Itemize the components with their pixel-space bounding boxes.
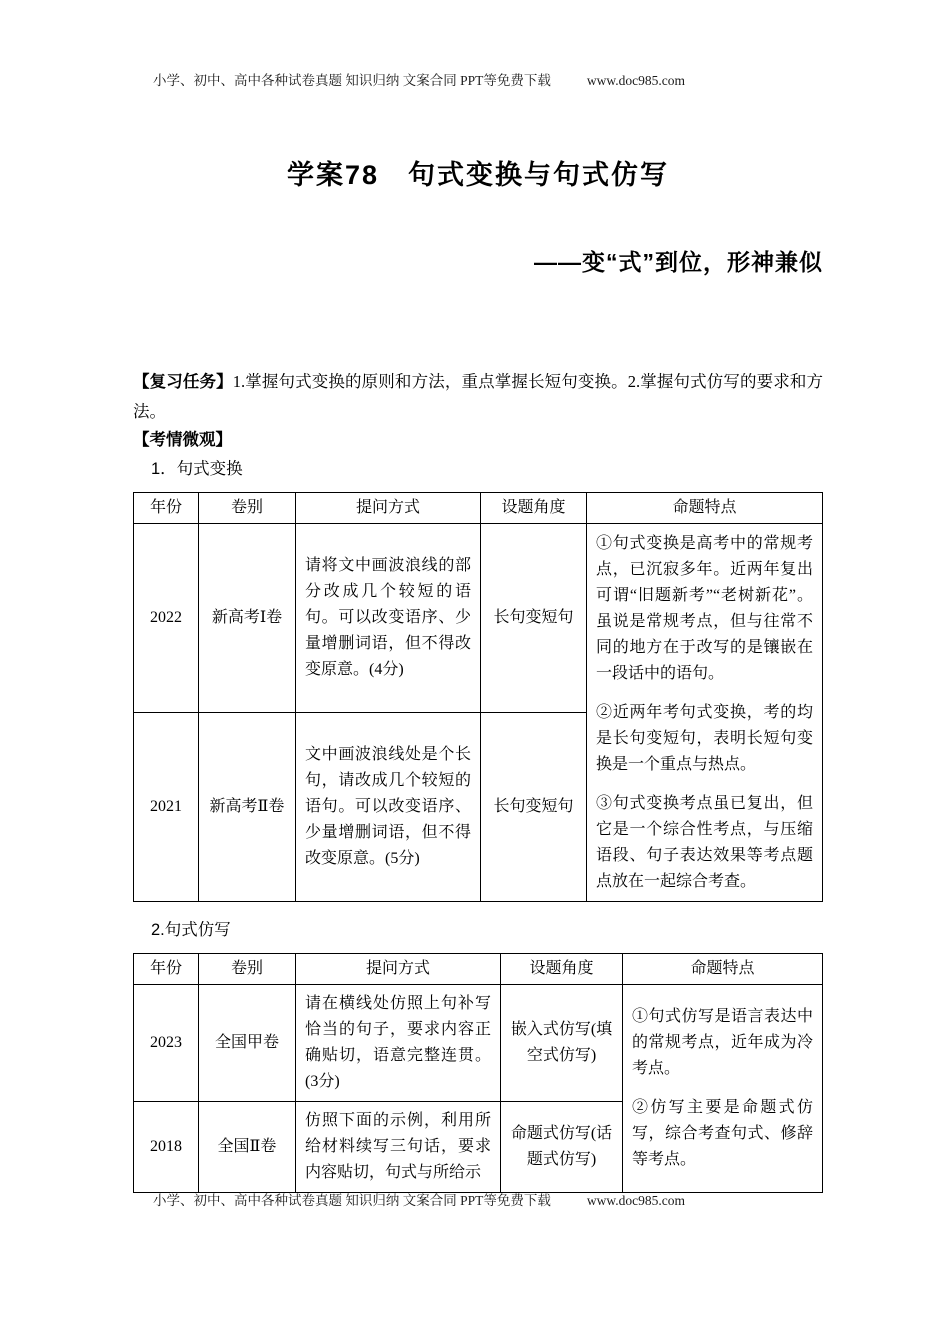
table-row-2022 — [134, 524, 823, 713]
review-task-label: 【复习任务】 — [133, 373, 233, 391]
col-header-paper: 卷别 — [199, 493, 296, 524]
table-row-2023 — [134, 985, 823, 1102]
col-header-question: 提问方式 — [296, 954, 501, 985]
feature-item-1: ①句式变换是高考中的常规考点，已沉寂多年。近两年复出可谓“旧题新考”“老树新花”。虽说是常规考点，但与往常不同的地方在于改写的是镶嵌在一段话中的语句。 — [596, 535, 813, 682]
col-header-features: 命题特点 — [587, 493, 823, 524]
header-site-url[interactable]: www.doc985.com — [586, 73, 685, 88]
feature-item-2: ②仿写主要是命题式仿写，综合考查句式、修辞等考点。 — [632, 1099, 813, 1168]
cell-paper: 新高考Ⅱ卷 — [199, 713, 296, 902]
col-header-paper: 卷别 — [199, 954, 296, 985]
footer-site-url[interactable]: www.doc985.com — [586, 1193, 685, 1208]
table-sentence-transform — [133, 492, 823, 902]
cell-year: 2021 — [134, 713, 199, 902]
cell-year: 2018 — [134, 1102, 199, 1193]
cell-paper: 全国Ⅱ卷 — [199, 1102, 296, 1193]
section2-label: 2.句式仿写 — [151, 921, 231, 939]
col-header-angle: 设题角度 — [501, 954, 623, 985]
cell-year: 2022 — [134, 524, 199, 713]
col-header-year: 年份 — [134, 493, 199, 524]
feature-item-2: ②近两年考句式变换，考的均是长句变短句，表明长短句变换是一个重点与热点。 — [596, 704, 813, 773]
col-header-year: 年份 — [134, 954, 199, 985]
section1-label: 1．句式变换 — [151, 460, 243, 478]
cell-features — [623, 985, 823, 1193]
cell-angle: 长句变短句 — [481, 524, 587, 713]
col-header-angle: 设题角度 — [481, 493, 587, 524]
footer-links-text: 小学、初中、高中各种试卷真题 知识归纳 文案合同 PPT等免费下载 — [153, 1193, 551, 1208]
table-header-row — [134, 493, 823, 524]
cell-question: 仿照下面的示例，利用所给材料续写三句话，要求内容贴切，句式与所给示 — [296, 1102, 501, 1193]
exam-overview-label: 【考情微观】 — [133, 431, 232, 449]
review-task-text: 1.掌握句式变换的原则和方法，重点掌握长短句变换。2.掌握句式仿写的要求和方法。 — [133, 372, 824, 421]
page-title: 学案78 句式变换与句式仿写 — [286, 160, 670, 190]
cell-paper: 全国甲卷 — [199, 985, 296, 1102]
cell-angle: 长句变短句 — [481, 713, 587, 902]
feature-item-1: ①句式仿写是语言表达中的常规考点，近年成为冷考点。 — [632, 1008, 813, 1077]
cell-question: 请将文中画波浪线的部分改成几个较短的语句。可以改变语序、少量增删词语，但不得改变原意。(4分) — [296, 524, 481, 713]
header-links-text: 小学、初中、高中各种试卷真题 知识归纳 文案合同 PPT等免费下载 — [153, 73, 551, 88]
page-footer — [153, 1189, 843, 1209]
col-header-features: 命题特点 — [623, 954, 823, 985]
col-header-question: 提问方式 — [296, 493, 481, 524]
cell-angle: 嵌入式仿写(填空式仿写) — [501, 985, 623, 1102]
table-sentence-imitation — [133, 953, 823, 1193]
review-task-paragraph — [133, 367, 823, 426]
cell-features — [587, 524, 823, 902]
cell-angle: 命题式仿写(话题式仿写) — [501, 1102, 623, 1193]
document-content — [133, 0, 823, 1193]
cell-question: 文中画波浪线处是个长句，请改成几个较短的语句。可以改变语序、少量增删词语，但不得改变原意。(5分) — [296, 713, 481, 902]
feature-item-3: ③句式变换考点虽已复出，但它是一个综合性考点，与压缩语段、句子表达效果等考点题点放在一起综合考查。 — [596, 795, 813, 890]
page-subtitle: ——变“式”到位，形神兼似 — [534, 249, 823, 275]
table-header-row — [134, 954, 823, 985]
cell-year: 2023 — [134, 985, 199, 1102]
cell-paper: 新高考Ⅰ卷 — [199, 524, 296, 713]
cell-question: 请在横线处仿照上句补写恰当的句子，要求内容正确贴切，语意完整连贯。(3分) — [296, 985, 501, 1102]
